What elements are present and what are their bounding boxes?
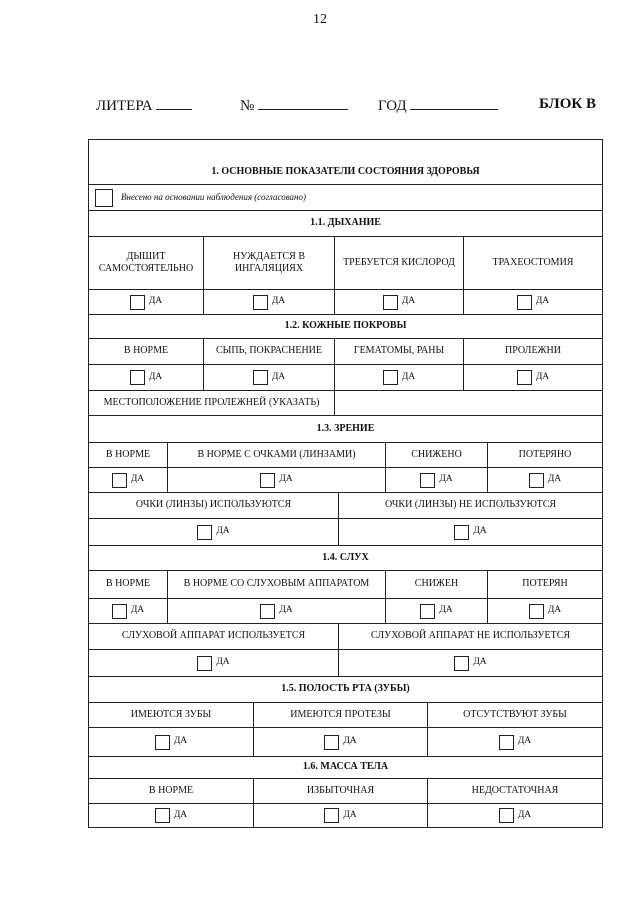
weight-option: В НОРМЕ	[148, 784, 194, 796]
checkbox-square[interactable]	[454, 525, 469, 540]
skin-location-input[interactable]	[334, 391, 602, 415]
hearing-option: В НОРМЕ	[105, 578, 151, 590]
mouth-check[interactable]	[155, 735, 187, 750]
breathing-check[interactable]	[253, 295, 285, 310]
vision-option: В НОРМЕ	[105, 448, 151, 460]
checkbox-square[interactable]	[253, 295, 268, 310]
hearing-check[interactable]	[420, 604, 452, 619]
mouth-option: ИМЕЮТСЯ ЗУБЫ	[130, 708, 212, 720]
weight-title: 1.6. МАССА ТЕЛА	[302, 761, 389, 773]
skin-option: ГЕМАТОМЫ, РАНЫ	[334, 339, 463, 364]
checkbox-square[interactable]	[130, 295, 145, 310]
litera-field	[96, 96, 192, 115]
hearing-check[interactable]	[260, 604, 292, 619]
checkbox-square[interactable]	[324, 735, 339, 750]
page-number: 12	[313, 12, 327, 27]
skin-location-label: МЕСТОПОЛОЖЕНИЕ ПРОЛЕЖНЕЙ (УКАЗАТЬ)	[103, 396, 320, 408]
checkbox-square[interactable]	[260, 473, 275, 488]
yes-label: ДА	[148, 371, 163, 382]
weight-check[interactable]	[499, 808, 531, 823]
vision-usage-option: ОЧКИ (ЛИНЗЫ) ИСПОЛЬЗУЮТСЯ	[135, 499, 292, 511]
checkbox-square[interactable]	[112, 604, 127, 619]
vision-checks-row	[89, 467, 602, 492]
yes-label: ДА	[343, 736, 357, 747]
vision-check[interactable]	[112, 473, 144, 488]
yes-label: ДА	[216, 657, 230, 668]
hearing-option: ПОТЕРЯН	[487, 571, 602, 598]
breathing-check[interactable]	[383, 295, 415, 310]
yes-label: ДА	[547, 474, 562, 485]
vision-title-row	[89, 415, 602, 442]
vision-title: 1.3. ЗРЕНИЕ	[316, 422, 375, 434]
checkbox-square[interactable]	[130, 370, 145, 385]
skin-title-row	[89, 314, 602, 338]
number-label: №	[240, 98, 255, 114]
yes-label: ДА	[343, 809, 357, 820]
skin-check[interactable]	[383, 370, 415, 385]
checkbox-square[interactable]	[517, 295, 532, 310]
yes-label: ДА	[401, 296, 416, 307]
yes-label: ДА	[279, 605, 293, 616]
breathing-title-row	[89, 210, 602, 236]
vision-options-row	[89, 442, 602, 467]
checkbox-square[interactable]	[112, 473, 127, 488]
yes-label: ДА	[130, 605, 145, 616]
vision-check[interactable]	[260, 473, 292, 488]
checkbox-square[interactable]	[529, 473, 544, 488]
yes-label: ДА	[401, 371, 416, 382]
vision-option: СНИЖЕНО	[385, 443, 487, 467]
skin-check[interactable]	[253, 370, 285, 385]
weight-check[interactable]	[155, 808, 187, 823]
checkbox-square[interactable]	[383, 295, 398, 310]
observation-checkbox[interactable]	[95, 189, 113, 207]
number-blank[interactable]	[258, 96, 348, 110]
checkbox-square[interactable]	[499, 735, 514, 750]
hearing-options-row	[89, 570, 602, 598]
mouth-check[interactable]	[324, 735, 356, 750]
hearing-usage-row	[89, 623, 602, 649]
skin-check[interactable]	[130, 370, 162, 385]
hearing-option: В НОРМЕ СО СЛУХОВЫМ АППАРАТОМ	[167, 571, 385, 598]
skin-title: 1.2. КОЖНЫЕ ПОКРОВЫ	[284, 320, 407, 332]
checkbox-square[interactable]	[324, 808, 339, 823]
yes-label: ДА	[130, 474, 145, 485]
vision-usage-row	[89, 492, 602, 518]
vision-option: В НОРМЕ С ОЧКАМИ (ЛИНЗАМИ)	[167, 443, 385, 467]
yes-label: ДА	[173, 809, 188, 820]
yes-label: ДА	[439, 474, 453, 485]
yes-label: ДА	[439, 605, 453, 616]
yes-label: ДА	[517, 736, 532, 747]
hearing-checks-row	[89, 598, 602, 623]
skin-checks-row	[89, 364, 602, 390]
mouth-checks-row	[89, 727, 602, 756]
skin-option: В НОРМЕ	[123, 345, 169, 357]
litera-label: ЛИТЕРА	[96, 98, 153, 114]
yes-label: ДА	[173, 736, 188, 747]
yes-label: ДА	[279, 474, 293, 485]
hearing-check[interactable]	[529, 604, 561, 619]
vision-usage-check[interactable]	[454, 525, 486, 540]
checkbox-square[interactable]	[197, 525, 212, 540]
checkbox-square[interactable]	[197, 656, 212, 671]
checkbox-square[interactable]	[383, 370, 398, 385]
checkbox-square[interactable]	[260, 604, 275, 619]
breathing-option: ТРЕБУЕТСЯ КИСЛОРОД	[334, 237, 463, 289]
weight-check[interactable]	[324, 808, 356, 823]
checkbox-square[interactable]	[454, 656, 469, 671]
vision-check[interactable]	[420, 473, 452, 488]
yes-label: ДА	[473, 526, 487, 537]
yes-label: ДА	[271, 371, 286, 382]
litera-blank[interactable]	[156, 96, 192, 110]
block-label: БЛОК В	[539, 96, 597, 112]
main-title: 1. ОСНОВНЫЕ ПОКАЗАТЕЛИ СОСТОЯНИЯ ЗДОРОВЬЯ	[211, 165, 480, 177]
number-field	[240, 96, 348, 115]
weight-options-row	[89, 778, 602, 803]
year-label: ГОД	[378, 98, 407, 114]
skin-option: ПРОЛЕЖНИ	[463, 339, 602, 364]
main-title-row	[89, 140, 602, 184]
vision-check[interactable]	[529, 473, 561, 488]
yes-label: ДА	[547, 605, 562, 616]
hearing-usage-check[interactable]	[454, 656, 486, 671]
year-blank[interactable]	[410, 96, 498, 110]
mouth-check[interactable]	[499, 735, 531, 750]
yes-label: ДА	[535, 371, 550, 382]
checkbox-square[interactable]	[517, 370, 532, 385]
vision-usage-check[interactable]	[197, 525, 229, 540]
weight-option: НЕДОСТАТОЧНАЯ	[427, 779, 602, 803]
hearing-title-row	[89, 545, 602, 570]
yes-label: ДА	[271, 296, 286, 307]
skin-options-row	[89, 338, 602, 364]
checkbox-square[interactable]	[155, 808, 170, 823]
hearing-usage-option: СЛУХОВОЙ АППАРАТ НЕ ИСПОЛЬЗУЕТСЯ	[338, 624, 602, 649]
hearing-usage-check[interactable]	[197, 656, 229, 671]
mouth-title-row	[89, 676, 602, 702]
yes-label: ДА	[517, 809, 532, 820]
yes-label: ДА	[148, 296, 163, 307]
yes-label: ДА	[535, 296, 550, 307]
breathing-checks-row	[89, 289, 602, 314]
weight-option: ИЗБЫТОЧНАЯ	[253, 779, 427, 803]
hearing-usage-checks-row	[89, 649, 602, 676]
skin-location-row	[89, 390, 602, 415]
weight-title-row	[89, 756, 602, 778]
observation-row	[89, 184, 602, 210]
checkbox-square[interactable]	[529, 604, 544, 619]
mouth-option: ОТСУТСТВУЮТ ЗУБЫ	[427, 703, 602, 727]
checkbox-square[interactable]	[155, 735, 170, 750]
checkbox-square[interactable]	[420, 473, 435, 488]
skin-option: СЫПЬ, ПОКРАСНЕНИЕ	[203, 339, 334, 364]
breathing-title: 1.1. ДЫХАНИЕ	[310, 217, 381, 229]
hearing-usage-option: СЛУХОВОЙ АППАРАТ ИСПОЛЬЗУЕТСЯ	[121, 630, 306, 642]
vision-usage-checks-row	[89, 518, 602, 545]
hearing-option: СНИЖЕН	[385, 571, 487, 598]
vision-usage-option: ОЧКИ (ЛИНЗЫ) НЕ ИСПОЛЬЗУЮТСЯ	[338, 493, 602, 518]
weight-checks-row	[89, 803, 602, 827]
breathing-options-row	[89, 236, 602, 289]
checkbox-square[interactable]	[420, 604, 435, 619]
checkbox-square[interactable]	[253, 370, 268, 385]
breathing-option: НУЖДАЕТСЯ В ИНГАЛЯЦИЯХ	[203, 237, 334, 289]
hearing-title: 1.4. СЛУХ	[322, 551, 369, 563]
breathing-check[interactable]	[517, 295, 549, 310]
mouth-options-row	[89, 702, 602, 727]
checkbox-square[interactable]	[499, 808, 514, 823]
mouth-title: 1.5. ПОЛОСТЬ РТА (ЗУБЫ)	[281, 683, 410, 695]
breathing-option: ТРАХЕОСТОМИЯ	[463, 237, 602, 289]
observation-note: Внесено на основании наблюдения (согласовано)	[121, 191, 307, 202]
year-field	[378, 96, 498, 115]
yes-label: ДА	[473, 657, 487, 668]
breathing-check[interactable]	[130, 295, 162, 310]
health-form	[88, 139, 603, 828]
breathing-option: ДЫШИТ САМОСТОЯТЕЛЬНО	[98, 250, 194, 274]
observation-cell	[89, 185, 602, 210]
hearing-check[interactable]	[112, 604, 144, 619]
skin-check[interactable]	[517, 370, 549, 385]
yes-label: ДА	[216, 526, 230, 537]
vision-option: ПОТЕРЯНО	[487, 443, 602, 467]
mouth-option: ИМЕЮТСЯ ПРОТЕЗЫ	[253, 703, 427, 727]
